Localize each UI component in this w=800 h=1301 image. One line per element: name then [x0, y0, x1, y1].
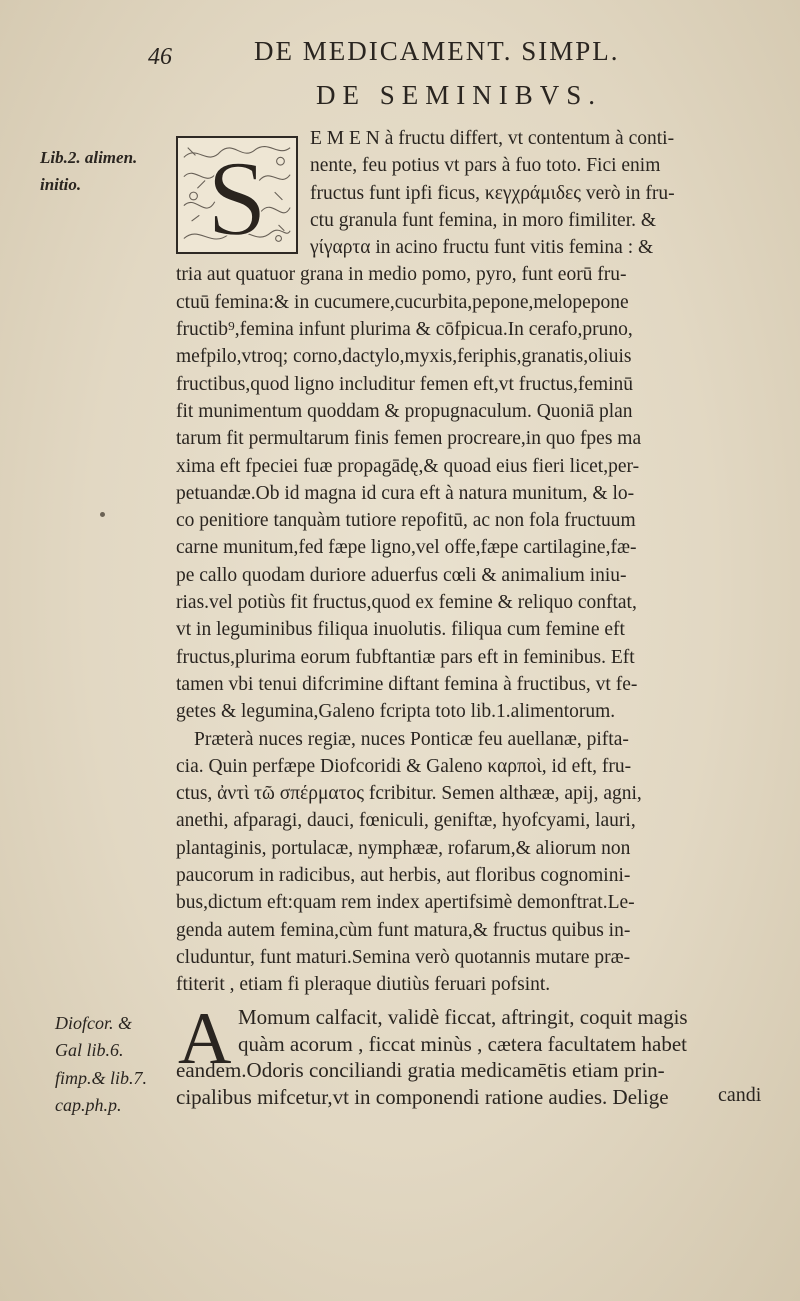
text-line: ctus, ἀντὶ τῶ σπέρματος fcribitur. Semen althææ, apij, agni,	[176, 783, 642, 805]
text-line: Momum calfacit, validè ficcat, aftringit, coquit magis	[238, 1005, 688, 1029]
main-text	[176, 125, 782, 999]
margin-note-line: Lib.2. alimen.	[40, 148, 138, 167]
text-line: fructib⁹,femina infunt plurima & cōfpicua.In cerafo,pruno,	[176, 319, 633, 341]
running-title: DE MEDICAMENT. SIMPL.	[254, 36, 620, 66]
text-line: fructibus,quod ligno includitur femen eft,vt fructus,feminū	[176, 373, 634, 395]
text-line: quàm acorum , ficcat minùs , cætera facultatem habet	[238, 1031, 687, 1056]
text-line: cia. Quin perfæpe Diofcoridi & Galeno καρποὶ, id eft, fru-	[176, 755, 632, 777]
text-line: mefpilo,vtroq; corno,dactylo,myxis,feriphis,granatis,oliuis	[176, 346, 632, 368]
text-line: tamen vbi tenui difcrimine diftant femina à fructibus, vt fe-	[176, 673, 638, 695]
margin-note-line: Diofcor. &	[55, 1013, 133, 1033]
text-line: genda autem femina,cùm funt matura,& fructus quibus in-	[176, 919, 631, 941]
text-line: nente, feu potius vt pars à fuo toto. Fici enim	[310, 155, 661, 177]
text-line: pe callo quodam duriore aduerfus cœli & animalium iniu-	[176, 564, 627, 586]
text-line: getes & legumina,Galeno fcripta toto lib.1.alimentorum.	[176, 701, 616, 723]
text-line: fructus,plurima eorum fubftantiæ pars eft in feminibus. Eft	[176, 646, 635, 668]
text-line: paucorum in radicibus, aut herbis, aut floribus cognomini-	[176, 865, 631, 887]
text-line: carne munitum,fed fæpe ligno,vel offe,fæpe cartilagine,fæ-	[176, 537, 637, 559]
text-line: plantaginis, portulacæ, nymphææ, rofarum,& aliorum non	[176, 837, 631, 859]
text-line: eandem.Odoris conciliandi gratia medicamētis etiam prin-	[176, 1058, 665, 1083]
initial-letter: A	[178, 998, 232, 1080]
text-line: E M E N à fructu differt, vt contentum à conti-	[310, 128, 675, 149]
section-title: DE SEMINIBVS.	[316, 80, 603, 110]
text-line: cluduntur, funt maturi.Semina verò quotannis mutare præ-	[176, 946, 631, 968]
amomum-entry	[176, 998, 776, 1110]
text-line: rias.vel potiùs fit fructus,quod ex femine & reliquo conftat,	[176, 592, 637, 614]
page-number: 46	[148, 44, 172, 70]
text-line: xima eft fpeciei fuæ propagādę,& quoad eius fieri licet,per-	[176, 455, 640, 477]
dropcap-letter: S	[206, 139, 268, 252]
text-line: ctuū femina:& in cucumere,cucurbita,pepone,melopepone	[176, 291, 629, 313]
text-line: bus,dictum eft:quam rem index apertifsimè demonftrat.Le-	[176, 892, 635, 914]
text-line: cipalibus mifcetur,vt in componendi ratione audies. Delige	[176, 1084, 669, 1109]
text-line: vt in leguminibus filiqua inuolutis. filiqua cum femine eft	[176, 619, 625, 641]
margin-note-line: cap.ph.p.	[55, 1094, 122, 1115]
margin-note-line: initio.	[40, 175, 82, 195]
text-line: anethi, afparagi, dauci, fœniculi, geniftæ, hyofcyami, lauri,	[176, 810, 636, 832]
running-head	[0, 34, 800, 74]
text-line: tarum fit permultarum finis femen procreare,in quo fpes ma	[176, 428, 642, 450]
margin-note-line: fimp.& lib.7.	[55, 1067, 148, 1088]
margin-note-line: Gal lib.6.	[55, 1040, 124, 1061]
text-line: co penitiore tanquàm tutiore repofitū, ac non fola fructuum	[176, 510, 636, 532]
catchword: candi	[718, 1084, 762, 1106]
margin-note-top	[40, 144, 180, 199]
text-line: fit munimentum quoddam & propugnaculum. Quoniā plan	[176, 400, 633, 422]
text-line: tria aut quatuor grana in medio pomo, pyro, funt eorū fru-	[176, 264, 627, 286]
text-line: petuandæ.Ob id magna id cura eft à natura munitum, & lo-	[176, 482, 635, 504]
margin-dot	[100, 512, 105, 517]
text-line: ftiterit , etiam fi pleraque diutiùs feruari pofsint.	[176, 974, 551, 996]
margin-note-bottom	[55, 1010, 175, 1119]
text-line: fructus funt ipfi ficus, κεγχράμιδες verò in fru-	[310, 182, 675, 204]
text-line: γίγαρτα in acino fructu funt vitis femina : &	[310, 237, 654, 259]
text-line: Præterà nuces regiæ, nuces Ponticæ feu auellanæ, pifta-	[194, 728, 629, 750]
text-line: ctu granula funt femina, in moro fimiliter. &	[310, 209, 657, 231]
